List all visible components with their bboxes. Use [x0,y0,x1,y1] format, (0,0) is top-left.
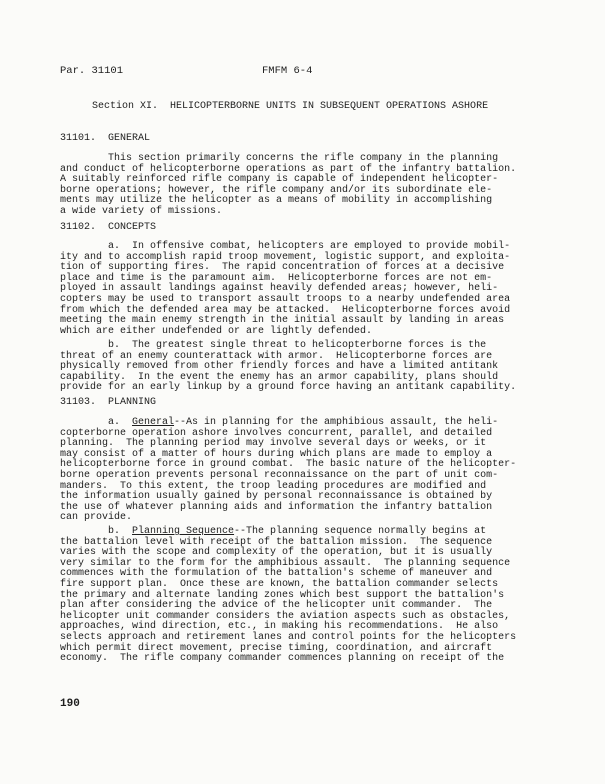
paragraph-31102-a [60,242,560,337]
text-line: meeting the main enemy strength in the initial assault by landing in areas [60,315,505,327]
text-line: A suitably reinforced rifle company is capable of independent helicopter- [60,174,499,186]
text-line: copterborne operation ashore involves concurrent, parallel, and detailed [60,427,493,439]
text-line: plan after considering the advice of the helicopter unit commander. The [60,600,493,612]
text-line: provide for an early linkup by a ground force having an antitank capability. [60,382,517,394]
subparagraph-label: Planning Sequence [132,526,235,537]
text-line: the use of whatever planning aids and information the infantry battalion [60,501,493,513]
text-line: planning. The planning period may involve several days or weeks, or it [60,438,487,450]
paragraph-31101 [60,154,560,218]
text-line: the battalion level with receipt of the battalion mission. The sequence [60,536,493,548]
text-line: economy. The rifle company commander commences planning on receipt of the [60,653,505,665]
page-number: 190 [60,698,80,710]
text-line: helicopter unit commander considers the aviation aspects such as obstacles, [60,610,511,622]
text-line: physically removed from other friendly forces and have a limited antitank [60,361,499,373]
heading-31103: 31103. PLANNING [60,397,157,408]
text-line: from which the defended area may be attacked. Helicopterborne forces avoid [60,304,511,316]
text-line: b. Planning Sequence--The planning sequence normally begins at [60,526,487,537]
text-line: borne operation prevents personal reconnaissance on the part of unit com- [60,469,499,481]
text-line: may consist of a matter of hours during which plans are made to employ a [60,448,493,460]
text-line: place and time is the paramount aim. Helicopterborne forces are not em- [60,272,493,284]
paragraph-31103-a [60,418,560,524]
text-line: a. General--As in planning for the amphibious assault, the heli- [60,417,499,428]
text-line: the primary and alternate landing zones which best support the battalion's [60,589,505,601]
heading-31102: 31102. CONCEPTS [60,222,157,233]
section-title: Section XI. HELICOPTERBORNE UNITS IN SUBSEQUENT OPERATIONS ASHORE [92,101,489,112]
text-line: This section primarily concerns the rifle company in the planning [60,153,499,164]
text-line: b. The greatest single threat to helicopterborne forces is the [60,340,487,351]
text-line: ments may utilize the helicopter as a means of mobility in accomplishing [60,195,493,207]
manual-designation: FMFM 6-4 [262,65,313,77]
text-line: approaches, wind direction, etc., in making his recommendations. He also [60,621,499,633]
text-line: selects approach and retirement lanes and control points for the helicopters [60,631,517,643]
text-line: can provide. [60,512,133,524]
text-line: borne operations; however, the rifle company and/or its subordinate ele- [60,184,493,196]
text-line: fire support plan. Once these are known, the battalion commander selects [60,578,499,590]
text-line: which are either undefended or are lightly defended. [60,325,373,337]
text-line: a. In offensive combat, helicopters are employed to provide mobil- [60,241,511,252]
text-line: varies with the scope and complexity of the operation, but it is usually [60,547,493,559]
text-line: copters may be used to transport assault troops to a nearby undefended area [60,293,511,305]
text-line: which permit direct movement, precise timing, coordination, and aircraft [60,642,493,654]
paragraph-reference: Par. 31101 [60,65,124,77]
text-line: a wide variety of missions. [60,205,223,217]
paragraph-31102-b [60,341,560,394]
text-line: threat of an enemy counterattack with armor. Helicopterborne forces are [60,350,493,362]
text-line: ity and to accomplish rapid troop movement, logistic support, and exploita- [60,251,511,263]
text-line: the information usually gained by personal reconnaissance is obtained by [60,491,493,503]
text-line: very similar to the form for the amphibious assault. The planning sequence [60,557,511,569]
text-line: helicopterborne force in ground combat. The basic nature of the helicopter- [60,459,517,471]
text-line: commences with the formulation of the battalion's scheme of maneuver and [60,568,493,580]
subparagraph-label: General [132,417,175,428]
text-line: manders. To this extent, the troop leading procedures are modified and [60,480,487,492]
text-line: capability. In the event the enemy has an armor capability, plans should [60,371,499,383]
text-line: and conduct of helicopterborne operations as part of the infantry battalion. [60,163,517,175]
text-line: tion of supporting fires. The rapid concentration of forces at a decisive [60,262,505,274]
paragraph-31103-b [60,527,560,665]
heading-31101: 31101. GENERAL [60,133,151,144]
text-line: ployed in assault landings against heavily defended areas; however, heli- [60,283,499,295]
